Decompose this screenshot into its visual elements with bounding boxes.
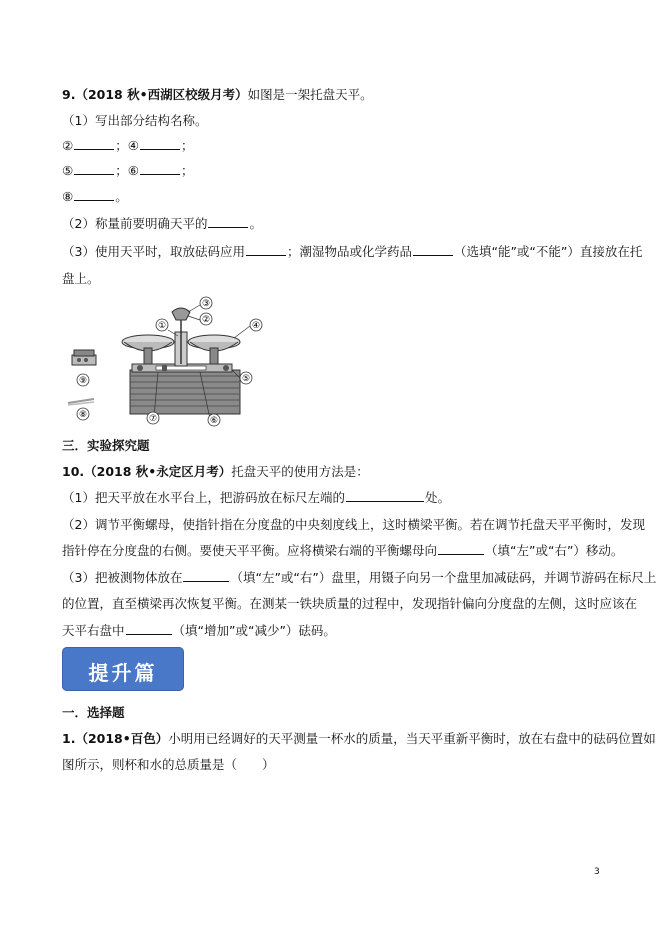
section-heading-choice: 一．选择题 [62, 705, 125, 720]
q10-part1-end: 处。 [424, 490, 450, 505]
figure-label-8: ⑧ [78, 410, 88, 420]
q9-part2-text: （2）称量前要明确天平的 [62, 216, 208, 231]
q9-row3-label-a: ⑧ [62, 189, 74, 204]
weight-box-illustration [72, 350, 96, 365]
q9-part3-post: （选填“能”或“不能”）直接放在托 [453, 244, 643, 259]
q10-part3-line1-text: （3）把被测物体放在 [62, 570, 183, 585]
q9-row1-label-a: ② [62, 138, 74, 153]
q1-text: 小明用已经调好的天平测量一杯水的质量，当天平重新平衡时，放在右盘中的砝码位置如 [168, 731, 656, 746]
figure-label-9: ⑨ [78, 376, 88, 386]
q10-part2-line2 [62, 542, 623, 560]
q9-row2-end: ； [180, 163, 194, 178]
answer-blank[interactable] [126, 622, 172, 635]
q9-row2-label-a: ⑤ [62, 163, 74, 178]
q9-part3-mid: ；潮湿物品或化学药品 [286, 244, 412, 259]
q9-number: 9. [62, 87, 76, 102]
figure-label-1: ① [157, 321, 167, 331]
q10-part3-line2: 的位置，直至横梁再次恢复平衡。在测某一铁块质量的过程中，发现指针偏向分度盘的左侧，这时应该在 [62, 596, 638, 611]
q10-part1-text: （1）把天平放在水平台上，把游码放在标尺左端的 [62, 490, 345, 505]
balance-figure [62, 292, 272, 430]
balance-pillar [172, 308, 190, 366]
q9-row1 [62, 137, 193, 155]
q9-row2-sep: ；⑥ [115, 163, 139, 178]
answer-blank[interactable] [140, 162, 180, 175]
q10-part1 [62, 489, 450, 507]
figure-label-2: ② [201, 315, 211, 325]
answer-blank[interactable] [74, 162, 114, 175]
q10-stem-line [62, 463, 369, 481]
q1-number: 1. [62, 731, 76, 746]
q9-part1 [62, 112, 207, 130]
q1-line2: 图所示，则杯和水的总质量是（ ） [62, 757, 275, 772]
q9-stem-line [62, 86, 373, 104]
q10-part3-line1-end: （填“左”或“右”）盘里，用镊子向另一个盘里加减砝码，并调节游码在标尺上 [230, 570, 657, 585]
banner-label: 提升篇 [88, 661, 158, 685]
answer-blank[interactable] [438, 542, 484, 555]
answer-blank[interactable] [183, 569, 229, 582]
q10-part2-line2-text: 指针停在分度盘的右侧。要使天平平衡。应将横梁右端的平衡螺母向 [62, 543, 438, 558]
q1-line1 [62, 730, 656, 748]
answer-blank[interactable] [346, 489, 424, 502]
page-number: 3 [594, 867, 600, 877]
tweezers-illustration [68, 399, 94, 405]
figure-label-7: ⑦ [148, 414, 158, 424]
q10-stem: 托盘天平的使用方法是： [231, 464, 369, 479]
figure-label-5: ⑤ [241, 374, 251, 384]
answer-blank[interactable] [74, 188, 114, 201]
section-heading-experiment: 三．实验探究题 [62, 438, 150, 453]
q9-part3-line2 [62, 270, 100, 288]
q9-part1-text: （1）写出部分结构名称。 [62, 113, 208, 128]
q10-part3-line3-end: （填“增加”或“减少”）砝码。 [172, 623, 336, 638]
q9-row1-sep: ；④ [115, 138, 139, 153]
section-banner [62, 647, 184, 691]
q9-part2-end: 。 [249, 216, 262, 231]
q9-row3 [62, 188, 128, 206]
q9-part2 [62, 215, 262, 233]
q10-part3-line3-text: 天平右盘中 [62, 623, 125, 638]
q9-row1-end: ； [180, 138, 194, 153]
answer-blank[interactable] [74, 137, 114, 150]
q9-part3 [62, 243, 642, 261]
figure-label-6: ⑥ [209, 416, 219, 426]
q9-source: （2018 秋•西湖区校级月考） [75, 87, 248, 102]
answer-blank[interactable] [246, 243, 286, 256]
q10-source: （2018 秋•永定区月考） [84, 464, 232, 479]
q10-number: 10. [62, 464, 85, 479]
answer-blank[interactable] [208, 215, 248, 228]
q9-stem: 如图是一架托盘天平。 [247, 87, 373, 102]
q9-part3-line2-text: 盘上。 [62, 271, 100, 286]
q10-part2-line2-end: （填“左”或“右”）移动。 [485, 543, 624, 558]
q9-row3-end: 。 [115, 189, 128, 204]
q10-part3-line3 [62, 622, 336, 640]
q1-source: （2018•百色） [75, 731, 169, 746]
q9-part3-text: （3）使用天平时，取放砝码应用 [62, 244, 245, 259]
figure-label-3: ③ [201, 299, 211, 309]
answer-blank[interactable] [413, 243, 453, 256]
figure-label-4: ④ [251, 321, 261, 331]
answer-blank[interactable] [140, 137, 180, 150]
balance-base [130, 370, 240, 414]
q9-row2 [62, 162, 193, 180]
q10-part3-line1 [62, 569, 656, 587]
q10-part2-line1: （2）调节平衡螺母，使指针指在分度盘的中央刻度线上，这时横梁平衡。若在调节托盘天平平衡时，发现 [62, 517, 645, 532]
